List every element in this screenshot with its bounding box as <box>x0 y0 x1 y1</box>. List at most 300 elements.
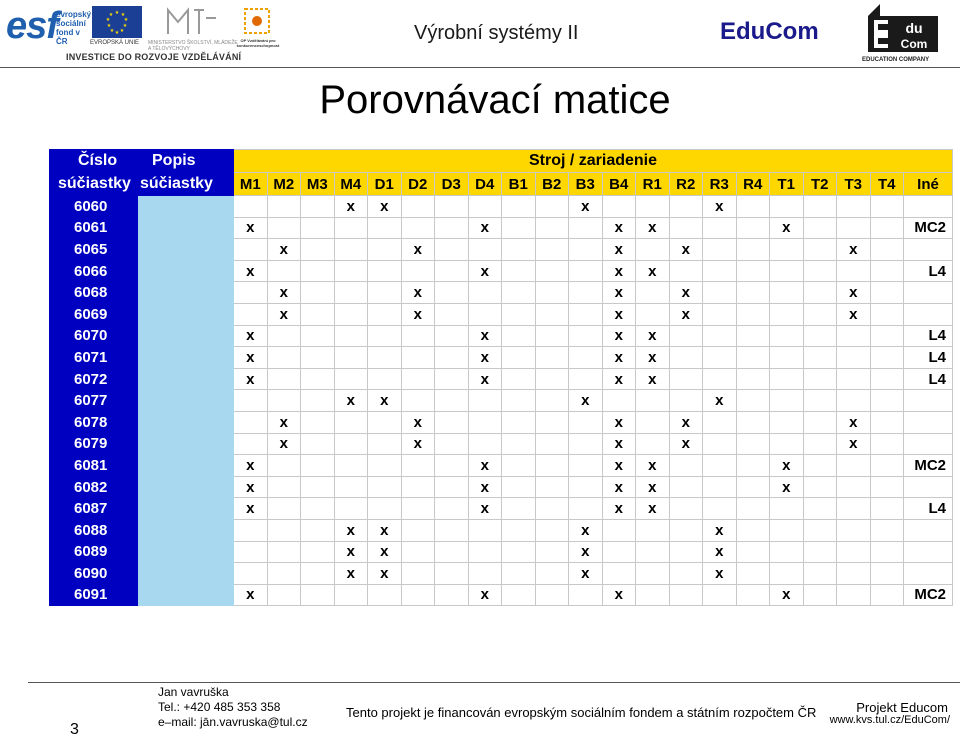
matrix-cell-b2 <box>535 498 569 520</box>
other-machine-cell: MC2 <box>904 584 953 606</box>
other-machine-cell: L4 <box>904 368 953 390</box>
matrix-cell-d2 <box>401 498 435 520</box>
part-number-cell: 6071 <box>50 347 138 369</box>
matrix-cell-d4 <box>468 282 502 304</box>
matrix-cell-d1 <box>368 498 402 520</box>
matrix-cell-d3 <box>435 541 469 563</box>
matrix-cell-b4: x <box>602 368 636 390</box>
other-machine-cell <box>904 476 953 498</box>
matrix-cell-b1 <box>502 476 536 498</box>
matrix-cell-b3: x <box>569 390 603 412</box>
matrix-header-row-1 <box>50 150 953 173</box>
opvk-caption: OP Vzdělávání pro konkurenceschopnost <box>236 38 280 48</box>
matrix-cell-t2 <box>803 476 837 498</box>
part-number-header-line2: súčiastky <box>50 173 138 196</box>
matrix-cell-b4: x <box>602 260 636 282</box>
matrix-cell-m1: x <box>234 217 268 239</box>
matrix-cell-r4 <box>736 260 770 282</box>
matrix-cell-b4 <box>602 563 636 585</box>
matrix-cell-d1 <box>368 347 402 369</box>
other-machine-cell <box>904 411 953 433</box>
part-desc-cell <box>138 390 234 412</box>
part-number-cell: 6066 <box>50 260 138 282</box>
educom-logo-com: Com <box>900 37 928 51</box>
matrix-cell-d3 <box>435 282 469 304</box>
matrix-cell-t4 <box>870 390 904 412</box>
matrix-cell-b2 <box>535 368 569 390</box>
other-machine-cell <box>904 519 953 541</box>
matrix-cell-t2 <box>803 217 837 239</box>
matrix-cell-m2 <box>267 390 301 412</box>
author-phone: Tel.: +420 485 353 358 <box>158 700 281 714</box>
matrix-cell-b4: x <box>602 282 636 304</box>
matrix-cell-r2 <box>669 217 703 239</box>
matrix-cell-t4 <box>870 519 904 541</box>
part-desc-cell <box>138 325 234 347</box>
matrix-cell-r4 <box>736 541 770 563</box>
header-divider <box>0 67 960 68</box>
matrix-cell-t4 <box>870 541 904 563</box>
matrix-cell-b4: x <box>602 303 636 325</box>
table-row <box>50 282 953 304</box>
matrix-cell-r3 <box>703 217 737 239</box>
matrix-cell-b1 <box>502 541 536 563</box>
matrix-cell-b1 <box>502 390 536 412</box>
matrix-cell-t4 <box>870 476 904 498</box>
matrix-cell-d1 <box>368 325 402 347</box>
matrix-cell-r1: x <box>636 368 670 390</box>
matrix-cell-r4 <box>736 368 770 390</box>
matrix-cell-d4: x <box>468 455 502 477</box>
matrix-cell-t1: x <box>770 455 804 477</box>
eu-flag-logo <box>92 6 142 38</box>
matrix-cell-m3 <box>301 217 335 239</box>
matrix-cell-r4 <box>736 347 770 369</box>
educom-logo <box>866 2 940 54</box>
matrix-cell-r3 <box>703 303 737 325</box>
matrix-cell-m3 <box>301 303 335 325</box>
machine-col-t2: T2 <box>803 173 837 196</box>
table-row <box>50 433 953 455</box>
table-row <box>50 498 953 520</box>
matrix-cell-b3 <box>569 411 603 433</box>
matrix-cell-d4: x <box>468 584 502 606</box>
matrix-cell-b2 <box>535 390 569 412</box>
part-desc-cell <box>138 541 234 563</box>
matrix-cell-m3 <box>301 260 335 282</box>
matrix-cell-d1 <box>368 455 402 477</box>
machine-col-m1: M1 <box>234 173 268 196</box>
part-desc-cell <box>138 476 234 498</box>
matrix-cell-m3 <box>301 519 335 541</box>
matrix-cell-d4 <box>468 411 502 433</box>
svg-text:★: ★ <box>120 12 126 18</box>
matrix-cell-t1: x <box>770 476 804 498</box>
matrix-cell-r2 <box>669 455 703 477</box>
table-row <box>50 390 953 412</box>
other-machine-cell: L4 <box>904 498 953 520</box>
footer-author-block <box>158 685 308 730</box>
matrix-cell-b4: x <box>602 411 636 433</box>
matrix-cell-b3 <box>569 347 603 369</box>
matrix-cell-m4 <box>334 498 368 520</box>
matrix-cell-b3 <box>569 455 603 477</box>
part-desc-cell <box>138 239 234 261</box>
matrix-cell-d4: x <box>468 217 502 239</box>
matrix-cell-m4 <box>334 260 368 282</box>
table-row <box>50 584 953 606</box>
matrix-cell-r1 <box>636 433 670 455</box>
other-machine-cell: MC2 <box>904 217 953 239</box>
matrix-cell-d3 <box>435 260 469 282</box>
machine-col-r1: R1 <box>636 173 670 196</box>
matrix-header-row-2 <box>50 173 953 196</box>
matrix-cell-d3 <box>435 519 469 541</box>
matrix-cell-b1 <box>502 196 536 218</box>
matrix-cell-b4: x <box>602 239 636 261</box>
matrix-cell-d1: x <box>368 390 402 412</box>
matrix-cell-r1: x <box>636 455 670 477</box>
matrix-cell-d2 <box>401 584 435 606</box>
matrix-cell-t2 <box>803 260 837 282</box>
matrix-cell-m2 <box>267 325 301 347</box>
matrix-cell-m2 <box>267 368 301 390</box>
matrix-cell-b1 <box>502 347 536 369</box>
matrix-cell-m2 <box>267 519 301 541</box>
matrix-cell-d1 <box>368 476 402 498</box>
matrix-cell-t2 <box>803 303 837 325</box>
machine-col-t1: T1 <box>770 173 804 196</box>
matrix-cell-d2: x <box>401 239 435 261</box>
matrix-cell-r2: x <box>669 433 703 455</box>
matrix-cell-t3 <box>837 498 871 520</box>
part-number-cell: 6081 <box>50 455 138 477</box>
matrix-cell-b3: x <box>569 563 603 585</box>
matrix-cell-r3 <box>703 411 737 433</box>
matrix-cell-t3 <box>837 390 871 412</box>
matrix-cell-b4: x <box>602 476 636 498</box>
svg-text:★: ★ <box>105 17 111 23</box>
matrix-cell-d2: x <box>401 303 435 325</box>
matrix-cell-b2 <box>535 282 569 304</box>
matrix-cell-m4: x <box>334 196 368 218</box>
matrix-cell-t1 <box>770 325 804 347</box>
svg-text:★: ★ <box>106 23 112 29</box>
matrix-cell-d4 <box>468 541 502 563</box>
matrix-cell-t1: x <box>770 217 804 239</box>
matrix-cell-d4: x <box>468 498 502 520</box>
matrix-cell-b2 <box>535 476 569 498</box>
matrix-cell-t3 <box>837 347 871 369</box>
matrix-cell-b4: x <box>602 433 636 455</box>
matrix-cell-d2 <box>401 563 435 585</box>
matrix-cell-m2 <box>267 498 301 520</box>
matrix-cell-t2 <box>803 368 837 390</box>
matrix-cell-d1: x <box>368 196 402 218</box>
matrix-cell-r4 <box>736 303 770 325</box>
matrix-cell-m2: x <box>267 433 301 455</box>
matrix-cell-m1: x <box>234 455 268 477</box>
matrix-cell-r2 <box>669 347 703 369</box>
matrix-cell-d1: x <box>368 541 402 563</box>
matrix-cell-r4 <box>736 239 770 261</box>
matrix-cell-b2 <box>535 411 569 433</box>
part-desc-cell <box>138 498 234 520</box>
matrix-cell-b2 <box>535 325 569 347</box>
matrix-cell-r2 <box>669 368 703 390</box>
part-number-cell: 6060 <box>50 196 138 218</box>
matrix-cell-m3 <box>301 498 335 520</box>
matrix-cell-r2 <box>669 519 703 541</box>
table-row <box>50 541 953 563</box>
machine-col-m4: M4 <box>334 173 368 196</box>
matrix-cell-m2 <box>267 196 301 218</box>
brand-name: EduCom <box>720 18 819 45</box>
matrix-cell-m1 <box>234 282 268 304</box>
other-machine-cell: L4 <box>904 347 953 369</box>
machine-col-t3: T3 <box>837 173 871 196</box>
matrix-cell-b4: x <box>602 347 636 369</box>
machine-col-d1: D1 <box>368 173 402 196</box>
matrix-cell-d4 <box>468 519 502 541</box>
matrix-cell-d4: x <box>468 368 502 390</box>
matrix-cell-m3 <box>301 433 335 455</box>
matrix-cell-m1 <box>234 303 268 325</box>
matrix-cell-d2 <box>401 519 435 541</box>
matrix-cell-d2: x <box>401 411 435 433</box>
matrix-cell-r1 <box>636 239 670 261</box>
matrix-cell-d3 <box>435 368 469 390</box>
matrix-cell-t2 <box>803 519 837 541</box>
matrix-cell-b2 <box>535 433 569 455</box>
matrix-cell-b3 <box>569 260 603 282</box>
matrix-cell-d3 <box>435 411 469 433</box>
matrix-cell-t4 <box>870 325 904 347</box>
matrix-cell-t2 <box>803 584 837 606</box>
matrix-cell-d3 <box>435 347 469 369</box>
other-machine-cell: MC2 <box>904 455 953 477</box>
matrix-cell-r3 <box>703 433 737 455</box>
matrix-cell-m1: x <box>234 325 268 347</box>
matrix-cell-b2 <box>535 347 569 369</box>
esf-logo <box>6 4 92 48</box>
matrix-cell-r1: x <box>636 476 670 498</box>
matrix-cell-r3 <box>703 476 737 498</box>
matrix-cell-r2 <box>669 476 703 498</box>
matrix-cell-d2 <box>401 260 435 282</box>
matrix-cell-r4 <box>736 433 770 455</box>
machine-col-t4: T4 <box>870 173 904 196</box>
other-machine-cell: L4 <box>904 260 953 282</box>
matrix-cell-t1 <box>770 303 804 325</box>
machine-col-r2: R2 <box>669 173 703 196</box>
matrix-cell-t1 <box>770 368 804 390</box>
table-row <box>50 196 953 218</box>
matrix-cell-r2 <box>669 498 703 520</box>
matrix-cell-d1: x <box>368 563 402 585</box>
svg-text:★: ★ <box>114 30 120 36</box>
matrix-cell-r2: x <box>669 411 703 433</box>
part-number-cell: 6089 <box>50 541 138 563</box>
machine-col-m3: M3 <box>301 173 335 196</box>
matrix-cell-r2: x <box>669 239 703 261</box>
matrix-cell-m3 <box>301 563 335 585</box>
matrix-cell-m4 <box>334 411 368 433</box>
matrix-cell-d1 <box>368 239 402 261</box>
matrix-cell-b3 <box>569 368 603 390</box>
part-number-cell: 6077 <box>50 390 138 412</box>
part-desc-cell <box>138 368 234 390</box>
matrix-cell-b3 <box>569 217 603 239</box>
matrix-cell-b4: x <box>602 325 636 347</box>
matrix-cell-t1 <box>770 390 804 412</box>
table-row <box>50 563 953 585</box>
matrix-cell-d4: x <box>468 347 502 369</box>
svg-text:★: ★ <box>119 28 125 34</box>
project-url[interactable]: www.kvs.tul.cz/EduCom/ <box>829 714 950 726</box>
matrix-cell-r1 <box>636 390 670 412</box>
other-machine-cell <box>904 303 953 325</box>
matrix-cell-r3: x <box>703 563 737 585</box>
matrix-cell-t2 <box>803 282 837 304</box>
other-machine-cell <box>904 196 953 218</box>
part-desc-cell <box>138 563 234 585</box>
matrix-cell-r1 <box>636 282 670 304</box>
matrix-cell-b1 <box>502 282 536 304</box>
matrix-cell-d2 <box>401 347 435 369</box>
matrix-cell-r2 <box>669 541 703 563</box>
machine-col-b2: B2 <box>535 173 569 196</box>
matrix-cell-d3 <box>435 196 469 218</box>
author-name: Jan vavruška <box>158 685 229 699</box>
part-number-cell: 6065 <box>50 239 138 261</box>
educom-logo-caption: EDUCATION COMPANY <box>862 57 930 63</box>
matrix-cell-b2 <box>535 239 569 261</box>
matrix-cell-r2: x <box>669 303 703 325</box>
matrix-cell-r1: x <box>636 347 670 369</box>
matrix-cell-r4 <box>736 455 770 477</box>
matrix-cell-r1 <box>636 303 670 325</box>
matrix-cell-b2 <box>535 563 569 585</box>
matrix-cell-t4 <box>870 498 904 520</box>
matrix-cell-d3 <box>435 498 469 520</box>
esf-logo-text: evropský sociální fond v ČR <box>56 10 92 46</box>
part-desc-header: Popis <box>138 150 234 173</box>
matrix-cell-r1: x <box>636 260 670 282</box>
matrix-cell-d4 <box>468 433 502 455</box>
matrix-cell-b4 <box>602 519 636 541</box>
matrix-cell-r3 <box>703 455 737 477</box>
machine-col-r3: R3 <box>703 173 737 196</box>
matrix-cell-m4: x <box>334 519 368 541</box>
matrix-cell-r3 <box>703 498 737 520</box>
matrix-cell-b3 <box>569 498 603 520</box>
matrix-cell-b2 <box>535 260 569 282</box>
machine-col-iné: Iné <box>904 173 953 196</box>
matrix-cell-b1 <box>502 217 536 239</box>
matrix-cell-b1 <box>502 368 536 390</box>
matrix-cell-d3 <box>435 325 469 347</box>
matrix-cell-r2 <box>669 563 703 585</box>
matrix-cell-m4 <box>334 282 368 304</box>
matrix-cell-d4 <box>468 390 502 412</box>
matrix-cell-r2 <box>669 390 703 412</box>
part-number-cell: 6070 <box>50 325 138 347</box>
matrix-cell-m1 <box>234 541 268 563</box>
part-number-header: Číslo <box>50 150 138 173</box>
matrix-cell-r1 <box>636 563 670 585</box>
matrix-cell-t3: x <box>837 433 871 455</box>
matrix-cell-r2: x <box>669 282 703 304</box>
matrix-cell-r2 <box>669 260 703 282</box>
matrix-cell-t2 <box>803 347 837 369</box>
part-desc-cell <box>138 347 234 369</box>
matrix-cell-m2 <box>267 563 301 585</box>
part-number-cell: 6079 <box>50 433 138 455</box>
matrix-cell-r1 <box>636 196 670 218</box>
matrix-cell-m2: x <box>267 239 301 261</box>
matrix-cell-d1 <box>368 217 402 239</box>
matrix-cell-r2 <box>669 325 703 347</box>
matrix-cell-m3 <box>301 325 335 347</box>
part-desc-cell <box>138 196 234 218</box>
part-desc-cell <box>138 455 234 477</box>
table-row <box>50 411 953 433</box>
matrix-cell-b1 <box>502 411 536 433</box>
machine-col-d2: D2 <box>401 173 435 196</box>
matrix-cell-m4 <box>334 433 368 455</box>
matrix-cell-t1 <box>770 433 804 455</box>
matrix-cell-r3 <box>703 239 737 261</box>
part-desc-cell <box>138 303 234 325</box>
matrix-cell-r4 <box>736 584 770 606</box>
matrix-cell-d1 <box>368 303 402 325</box>
matrix-cell-m4: x <box>334 541 368 563</box>
matrix-cell-m2: x <box>267 303 301 325</box>
table-row <box>50 260 953 282</box>
matrix-cell-m1 <box>234 239 268 261</box>
matrix-cell-d1 <box>368 368 402 390</box>
table-row <box>50 476 953 498</box>
slide-header <box>0 0 960 72</box>
course-title: Výrobní systémy II <box>414 22 579 44</box>
other-machine-cell <box>904 390 953 412</box>
matrix-cell-r1: x <box>636 325 670 347</box>
matrix-cell-d2 <box>401 541 435 563</box>
matrix-cell-t4 <box>870 563 904 585</box>
matrix-cell-b3 <box>569 303 603 325</box>
svg-text:★: ★ <box>109 28 115 34</box>
matrix-cell-r1 <box>636 541 670 563</box>
matrix-cell-d4: x <box>468 260 502 282</box>
matrix-cell-t4 <box>870 368 904 390</box>
matrix-cell-t3 <box>837 325 871 347</box>
matrix-cell-d1 <box>368 411 402 433</box>
msmt-logo <box>160 4 220 40</box>
matrix-cell-r4 <box>736 519 770 541</box>
matrix-cell-r3: x <box>703 390 737 412</box>
eu-logo-caption: EVROPSKÁ UNIE <box>90 40 140 46</box>
matrix-cell-d1 <box>368 282 402 304</box>
part-desc-cell <box>138 519 234 541</box>
matrix-cell-t4 <box>870 455 904 477</box>
matrix-cell-d3 <box>435 584 469 606</box>
matrix-cell-d1: x <box>368 519 402 541</box>
machine-col-m2: M2 <box>267 173 301 196</box>
matrix-cell-t3 <box>837 563 871 585</box>
matrix-cell-d3 <box>435 433 469 455</box>
matrix-cell-t1 <box>770 239 804 261</box>
